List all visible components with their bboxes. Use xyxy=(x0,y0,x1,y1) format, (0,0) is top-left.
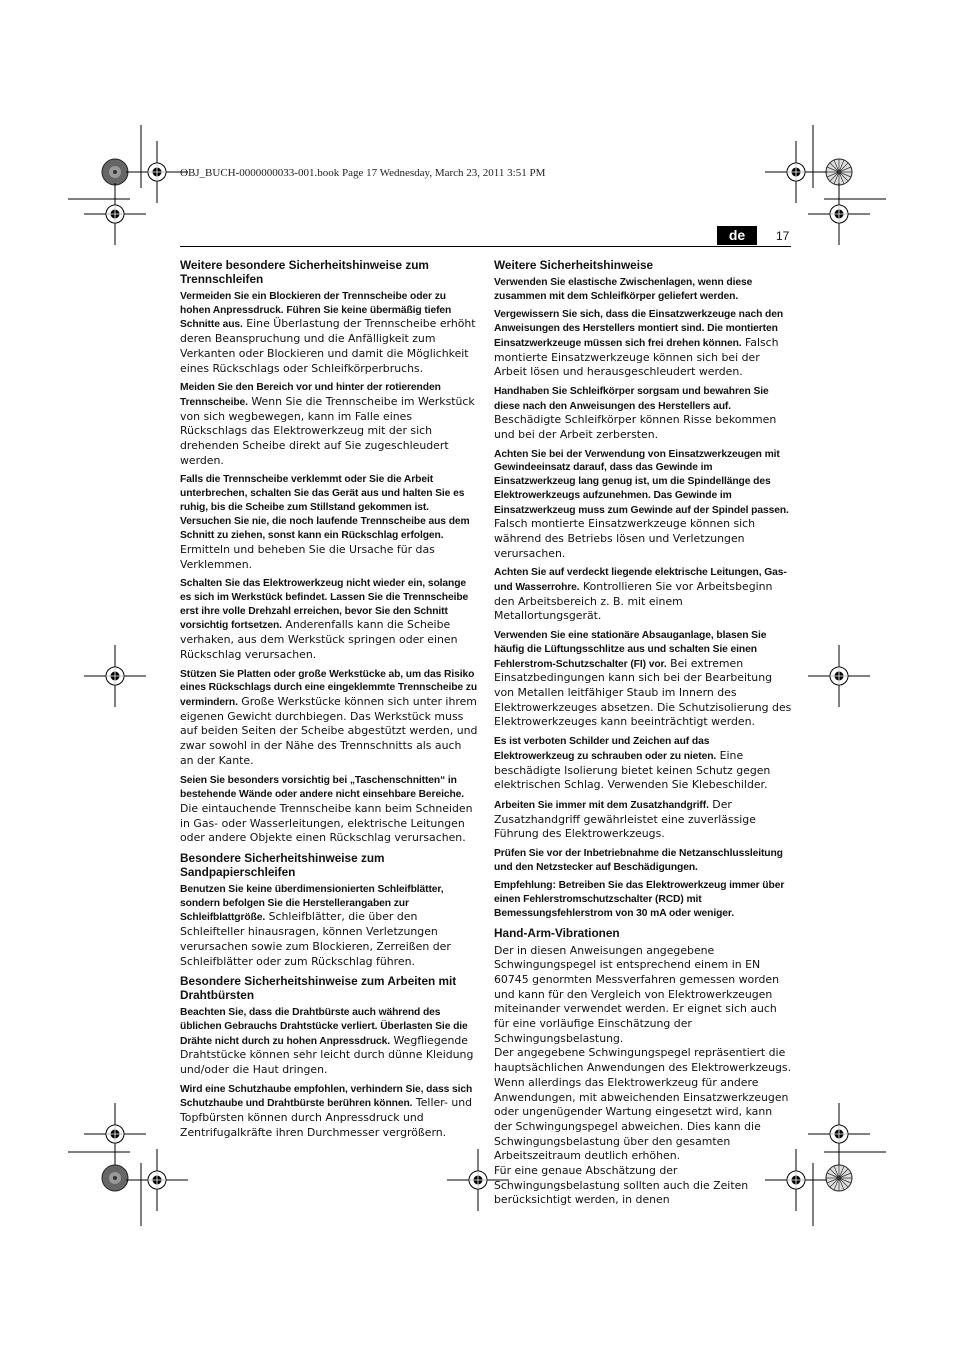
paragraph xyxy=(180,1006,478,1078)
paragraph xyxy=(180,1083,478,1141)
bold-text: Wird eine Schutzhaube empfohlen, verhindern Sie, dass sich Schutzhaube und Drahtbürste berühren können. xyxy=(180,1083,473,1110)
bold-text: Verwenden Sie elastische Zwischenlagen, wenn diese zusammen mit dem Schleifkörper geliefert werden. xyxy=(494,277,753,302)
section-heading: Besondere Sicherheitshinweise zum Arbeiten mit Drahtbürsten xyxy=(180,974,457,1003)
bold-text: Meiden Sie den Bereich vor und hinter der rotierenden Trennscheibe. xyxy=(180,382,441,408)
book-file-info: OBJ_BUCH-0000000033-001.book Page 17 Wednesday, March 23, 2011 3:51 PM xyxy=(180,167,546,179)
section-heading: Besondere Sicherheitshinweise zum Sandpapierschleifen xyxy=(180,851,385,880)
paragraph xyxy=(494,879,792,920)
bold-text: Stützen Sie Platten oder große Werkstücke ab, um das Risiko eines Rückschlags durch eine eingeklemmte Trennscheibe zu vermindern. xyxy=(180,668,478,708)
paragraph xyxy=(180,774,478,847)
body-text: Der angegebene Schwingungspegel repräsentiert die hauptsächlichen Anwendungen des Elektrowerkzeugs. Wenn allerdings das Elektrowerkzeug für andere Anwendungen, mit abweichenden Einsatzwerkzeugen oder ungenügender Wartung eingesetzt wird, kann der Schwingungspegel abweichen. Dies kann die Schwingungsbelastung über den gesamten Arbeitszeitraum deutlich erhöhen. xyxy=(494,1046,792,1163)
bold-text: Handhaben Sie Schleifkörper sorgsam und bewahren Sie diese nach den Anweisungen des Herstellers auf. xyxy=(494,385,769,412)
bold-text: Benutzen Sie keine überdimensionierten Schleifblätter, sondern befolgen Sie die Herstellerangaben zur Schleifblattgröße. xyxy=(180,884,444,924)
right-column xyxy=(494,258,792,1208)
bold-text: Arbeiten Sie immer mit dem Zusatzhandgriff. xyxy=(494,799,709,811)
registration-mark xyxy=(808,1103,870,1165)
body-text: Anderenfalls kann die Scheibe verhaken, aus dem Werkstück springen oder einen Rückschlag verursachen. xyxy=(180,618,458,661)
registration-mark xyxy=(808,183,870,245)
body-text: Falsch montierte Einsatzwerkzeuge können sich bei der Arbeit lösen und herausgeschleudert werden. xyxy=(494,335,779,379)
bold-text: Empfehlung: Betreiben Sie das Elektrowerkzeug immer über einen Fehlerstromschutzschalter (RCD) mit Bemessungsfehlerstrom von 30 mA oder weniger. xyxy=(494,880,785,919)
body-text: Wegfliegende Drahtstücke können sehr leicht durch dünne Kleidung und/oder die Haut dringen. xyxy=(180,1033,474,1077)
body-text: Große Werkstücke können sich unter ihrem eigenen Gewicht durchbiegen. Das Werkstück muss auf beiden Seiten der Scheibe abgestützt werden, und zwar sowohl in der Nähe des Trennschnitts als auch an der Kante. xyxy=(180,694,478,767)
header-rule xyxy=(180,246,791,247)
color-bar-mark xyxy=(826,159,852,185)
body-text: Der Zusatzhandgriff gewährleistet eine zuverlässige Führung des Elektrowerkzeugs. xyxy=(494,797,756,841)
body-text: Ermitteln und beheben Sie die Ursache für das Verklemmen. xyxy=(180,542,435,571)
paragraph xyxy=(180,473,478,572)
body-text: Kontrollieren Sie vor Arbeitsbeginn den Arbeitsbereich z. B. mit einem Metallortungsgerät. xyxy=(494,580,773,623)
body-text: Für eine genaue Abschätzung der Schwingungsbelastung sollten auch die Zeiten berücksichtigt werden, in denen xyxy=(494,1164,749,1207)
section-heading: Hand-Arm-Vibrationen xyxy=(494,925,620,940)
language-badge: de xyxy=(717,226,757,245)
paragraph xyxy=(494,385,792,443)
page-number: 17 xyxy=(776,229,790,243)
paragraph xyxy=(494,944,792,1047)
bold-text: Achten Sie bei der Verwendung von Einsatzwerkzeugen mit Gewindeeinsatz darauf, dass das Gewinde im Einsatzwerkzeug lang genug ist, um die Spindellänge des Elektrowerkzeugs aufzunehmen. Das Gewinde im Einsatzwerkzeug muss zum Gewinde auf der Spindel passen. xyxy=(494,448,789,516)
body-text: Eine beschädigte Isolierung bietet keinen Schutz gegen elektrischen Schlag. Verwenden Sie Klebeschilder. xyxy=(494,748,771,792)
paragraph xyxy=(494,1046,792,1164)
body-text: Bei extremen Einsatzbedingungen kann sich bei der Bearbeitung von Metallen leitfähiger Staub im Innern des Elektrowerkzeuges absetzen. Die Schutzisolierung des Elektrowerkzeuges kann beeinträchtigt werden. xyxy=(494,656,792,729)
bold-text: Es ist verboten Schilder und Zeichen auf das Elektrowerkzeug zu schrauben oder zu nieten. xyxy=(494,736,717,762)
paragraph xyxy=(494,735,792,793)
registration-mark xyxy=(808,645,870,707)
color-bar-mark xyxy=(102,1165,128,1191)
body-text: Eine Überlastung der Trennscheibe erhöht deren Beanspruchung und die Anfälligkeit zum Verkanten oder Blockieren und damit die Möglichkeit eines Rückschlags oder Schleifkörperbruchs. xyxy=(180,317,476,375)
bold-text: Achten Sie auf verdeckt liegende elektrische Leitungen, Gas- und Wasserrohre. xyxy=(494,567,787,594)
body-text: Falsch montierte Einsatzwerkzeuge können sich während des Betriebs lösen und Verletzungen verursachen. xyxy=(494,517,756,560)
bold-text: Verwenden Sie eine stationäre Absauganlage, blasen Sie häufig die Lüftungsschlitze aus und schalten Sie einen Fehlerstrom-Schutzschalter (FI) vor. xyxy=(494,630,767,670)
bold-text: Prüfen Sie vor der Inbetriebnahme die Netzanschlussleitung und den Netzstecker auf Beschädigungen. xyxy=(494,848,783,873)
paragraph xyxy=(494,308,792,380)
section-heading: Weitere Sicherheitshinweise xyxy=(494,258,654,272)
body-text: Teller- und Topfbürsten können durch Anpressdruck und Zentrifugalkräfte ihren Durchmesser vergrößern. xyxy=(180,1096,473,1139)
bold-text: Vergewissern Sie sich, dass die Einsatzwerkzeuge nach den Anweisungen des Herstellers montiert sind. Die montierten Einsatzwerkzeuge müssen sich frei drehen können. xyxy=(494,309,784,349)
paragraph xyxy=(494,276,792,303)
paragraph xyxy=(494,566,792,624)
paragraph xyxy=(494,629,792,730)
paragraph xyxy=(180,290,478,376)
paragraph xyxy=(494,1164,792,1208)
paragraph xyxy=(180,577,478,662)
body-text: Beschädigte Schleifkörper können Risse bekommen und bei der Arbeit zerbersten. xyxy=(494,413,777,442)
paragraph xyxy=(494,847,792,874)
paragraph xyxy=(494,798,792,842)
registration-mark xyxy=(84,645,146,707)
bold-text: Vermeiden Sie ein Blockieren der Trennscheibe oder zu hohen Anpressdruck. Führen Sie keine übermäßig tiefen Schnitte aus. xyxy=(180,291,452,331)
registration-mark xyxy=(84,183,146,245)
body-text: Wenn Sie die Trennscheibe im Werkstück von sich wegbewegen, kann im Falle eines Rückschlags das Elektrowerkzeug mit der sich drehenden Scheibe direkt auf Sie zugeschleudert werden. xyxy=(180,394,475,467)
body-text: Der in diesen Anweisungen angegebene Schwingungspegel ist entsprechend einem in EN 60745 genormten Messverfahren gemessen worden und kann für den Vergleich von Elektrowerkzeugen miteinander verwendet werden. Er eignet sich auch für eine vorläufige Einschätzung der Schwingungsbelastung. xyxy=(494,943,780,1045)
bold-text: Schalten Sie das Elektrowerkzeug nicht wieder ein, solange es sich im Werkstück befindet. Lassen Sie die Trennscheibe erst ihre volle Drehzahl erreichen, bevor Sie den Schnitt vorsichtig fortsetzen. xyxy=(180,578,469,632)
paragraph xyxy=(180,668,478,769)
left-column xyxy=(180,258,478,1146)
paragraph xyxy=(494,448,792,562)
color-bar-mark xyxy=(826,1165,852,1191)
paragraph xyxy=(180,883,478,969)
registration-mark xyxy=(84,1103,146,1165)
paragraph xyxy=(180,381,478,468)
color-bar-mark xyxy=(102,159,128,185)
bold-text: Beachten Sie, dass die Drahtbürste auch während des üblichen Gebrauchs Drahtstücke verliert. Überlasten Sie die Drähte nicht durch zu hohen Anpressdruck. xyxy=(180,1007,468,1047)
registration-mark xyxy=(126,1149,188,1211)
section-heading: Weitere besondere Sicherheitshinweise zum Trennschleifen xyxy=(180,258,429,286)
body-text: Die eintauchende Trennscheibe kann beim Schneiden in Gas- oder Wasserleitungen, elektrische Leitungen oder andere Objekte einen Rückschlag verursachen. xyxy=(180,801,473,845)
body-text: Schleifblätter, die über den Schleifteller hinausragen, können Verletzungen verursachen sowie zum Blockieren, Zerreißen der Schleifblätter oder zum Rückschlag führen. xyxy=(180,910,451,968)
registration-mark xyxy=(126,141,188,203)
bold-text: Falls die Trennscheibe verklemmt oder Sie die Arbeit unterbrechen, schalten Sie das Gerät aus und halten Sie es ruhig, bis die Scheibe zum Stillstand gekommen ist. Versuchen Sie nie, die noch laufende Trennscheibe aus dem Schnitt zu ziehen, sonst kann ein Rückschlag erfolgen. xyxy=(180,474,470,542)
registration-mark xyxy=(765,141,827,203)
bold-text: Seien Sie besonders vorsichtig bei „Taschenschnitten“ in bestehende Wände oder andere nicht einsehbare Bereiche. xyxy=(180,774,465,801)
